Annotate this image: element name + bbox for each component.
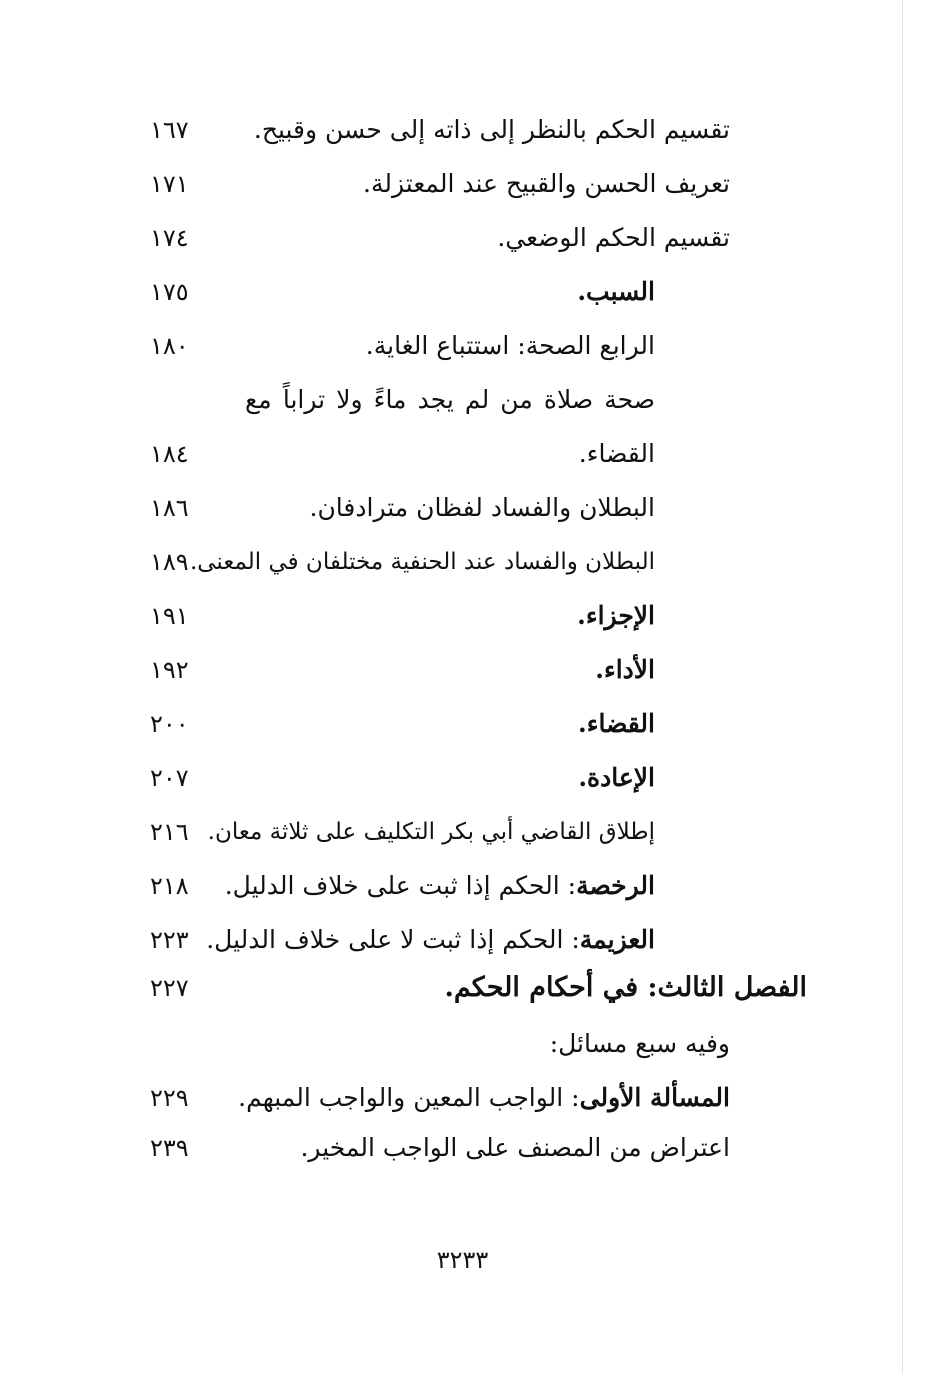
toc-entry-title: وفيه سبع مسائل: [549, 1029, 730, 1058]
toc-entry-title: البطلان والفساد لفظان مترادفان. [309, 493, 655, 522]
toc-entry-page: ٢١٨ [150, 872, 189, 900]
toc-entry-page: ١٦٧ [150, 116, 189, 144]
toc-entry-title: تعريف الحسن والقبيح عند المعتزلة. [363, 169, 730, 198]
toc-entry-page: ٢١٦ [150, 818, 189, 846]
toc-entry-title: تقسيم الحكم الوضعي. [497, 223, 730, 252]
toc-entry-page: ٢٠٠ [150, 710, 189, 738]
toc-entry-page: ٢٣٩ [150, 1134, 189, 1162]
toc-entry-title: الأداء. [595, 655, 655, 684]
toc-entry-page: ١٨٦ [150, 494, 189, 522]
toc-entry-title: الرابع الصحة: استتباع الغاية. [365, 331, 655, 360]
toc-entry-page: ١٧١ [150, 170, 189, 198]
toc-entry-page: ٢٢٧ [150, 974, 189, 1002]
toc-entry-lead: الرخصة [576, 871, 655, 900]
toc-entry-title: صحة صلاة من لم يجد ماءً ولا تراباً مع [245, 385, 655, 414]
toc-entry-title: الإعادة. [578, 763, 655, 792]
toc-entry-title: تقسيم الحكم بالنظر إلى ذاته إلى حسن وقبيح. [253, 115, 730, 144]
toc-entry-title: البطلان والفساد عند الحنفية مختلفان في المعنى. [189, 549, 655, 575]
toc-entry-page: ١٩٢ [150, 656, 189, 684]
toc-entry-page: ٢٢٩ [150, 1084, 189, 1112]
toc-entry-page: ١٧٥ [150, 278, 189, 306]
toc-entry-lead: العزيمة [579, 925, 655, 954]
chapter-heading: الفصل الثالث: في أحكام الحكم. [444, 972, 807, 1003]
toc-entry-title: القضاء. [578, 709, 655, 738]
toc-entry-lead: المسألة الأولى [579, 1083, 730, 1112]
toc-entry-page: ١٨٩ [150, 548, 189, 576]
toc-entry-title [238, 1078, 730, 1118]
toc-entry-page: ٢٢٣ [150, 926, 189, 954]
toc-entry-page: ١٨٠ [150, 332, 189, 360]
toc-entry-rest: : الحكم إذا ثبت على خلاف الدليل. [224, 871, 577, 900]
page-edge-shadow [902, 0, 903, 1374]
toc-entry-page: ١٨٤ [150, 440, 189, 468]
toc-entry-title: القضاء. [578, 439, 655, 468]
toc-entry-title [225, 866, 655, 906]
toc-entry-page: ١٧٤ [150, 224, 189, 252]
toc-entry-title: الإجزاء. [577, 601, 655, 630]
toc-entry-rest: : الواجب المعين والواجب المبهم. [238, 1083, 580, 1112]
toc-entry-rest: : الحكم إذا ثبت لا على خلاف الدليل. [206, 925, 580, 954]
page-folio-number: ٣٢٣٣ [436, 1246, 489, 1274]
toc-entry-page: ٢٠٧ [150, 764, 189, 792]
toc-entry-title [206, 920, 655, 960]
toc-entry-page: ١٩١ [150, 602, 189, 630]
toc-entry-title: إطلاق القاضي أبي بكر التكليف على ثلاثة معان. [207, 819, 655, 845]
toc-entry-title: السبب. [577, 277, 655, 306]
toc-entry-title: اعتراض من المصنف على الواجب المخير. [300, 1133, 730, 1162]
